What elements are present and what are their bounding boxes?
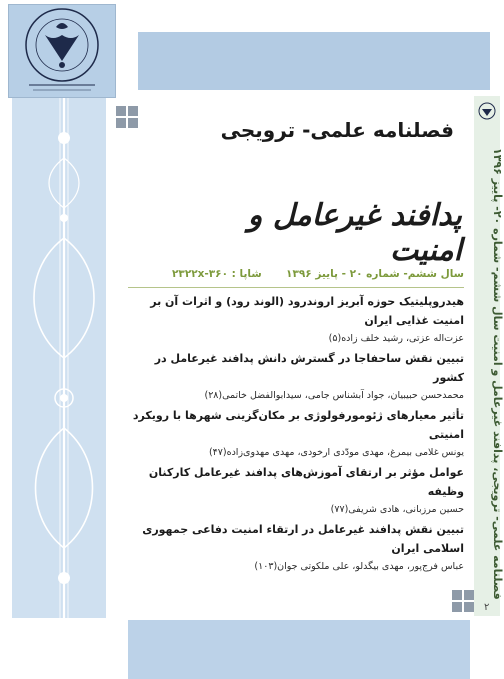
spine-logo-icon	[478, 102, 496, 120]
article-title: هیدروپلیتیک حوزه آبریز اروندرود (الوند رود) و اثرات آن بر امنیت غذایی ایران	[150, 295, 464, 327]
article-entry	[128, 520, 464, 575]
article-entry	[128, 292, 464, 347]
journal-type: فصلنامه علمی- ترویجی	[220, 118, 454, 142]
issue-info: سال ششم- شماره ۲۰ - پاییز ۱۳۹۶	[286, 268, 464, 280]
article-authors: حسین مرزبانی، هادی شریفی(۷۷)	[330, 504, 464, 515]
article-authors: یونس غلامی بیمرغ، مهدی مودّدی ارخودی، مهدی مهدوی‌زاده(۴۷)	[208, 447, 464, 458]
article-authors: محمدحسن حبیبیان، جواد آبشناس جامی، سیدابوالفضل خاتمی(۲۸)	[204, 390, 464, 401]
ornament-rail	[14, 98, 122, 618]
article-title: عوامل مؤثر بر ارتقای آموزش‌های پدافند غیرعامل کارکنان وظیفه	[148, 466, 464, 498]
left-decoration-column	[0, 0, 128, 679]
university-emblem	[8, 4, 116, 98]
table-of-contents	[128, 292, 464, 577]
issn: شاپا : ۲۳۲۲x-۳۶۰	[172, 268, 262, 280]
article-title: تبیین نقش پدافند غیرعامل در ارتقاء امنیت دفاعی جمهوری اسلامی ایران	[142, 523, 464, 555]
spine-title: فصلنامه علمی- ترویجی، پدافند غیرعامل و امنیت سال ششم- شماره ۲۰- پاییز ۱۳۹۶	[491, 148, 504, 600]
article-authors: عزت‌اله عزتی، رشید خلف زاده(۵)	[328, 333, 464, 344]
article-title: تبیین نقش ساحفاجا در گسترش دانش پدافند غیرعامل در کشور	[154, 352, 464, 384]
article-entry	[128, 349, 464, 404]
squares-ornament-top	[116, 106, 138, 128]
journal-title: پدافند غیرعامل و امنیت	[247, 198, 462, 268]
divider	[128, 287, 464, 288]
article-title: تأثیر معیارهای ژئومورفولوژی بر مکان‌گزینی شهرها با رویکرد امنیتی	[132, 409, 464, 441]
article-entry	[128, 406, 464, 461]
spine-page-number: ۲	[484, 602, 490, 613]
article-authors: عباس فرج‌پور، مهدی بیگدلو، علی ملکوتی جوان(۱۰۳)	[254, 561, 464, 572]
article-entry	[128, 463, 464, 518]
top-blue-band	[138, 32, 490, 90]
